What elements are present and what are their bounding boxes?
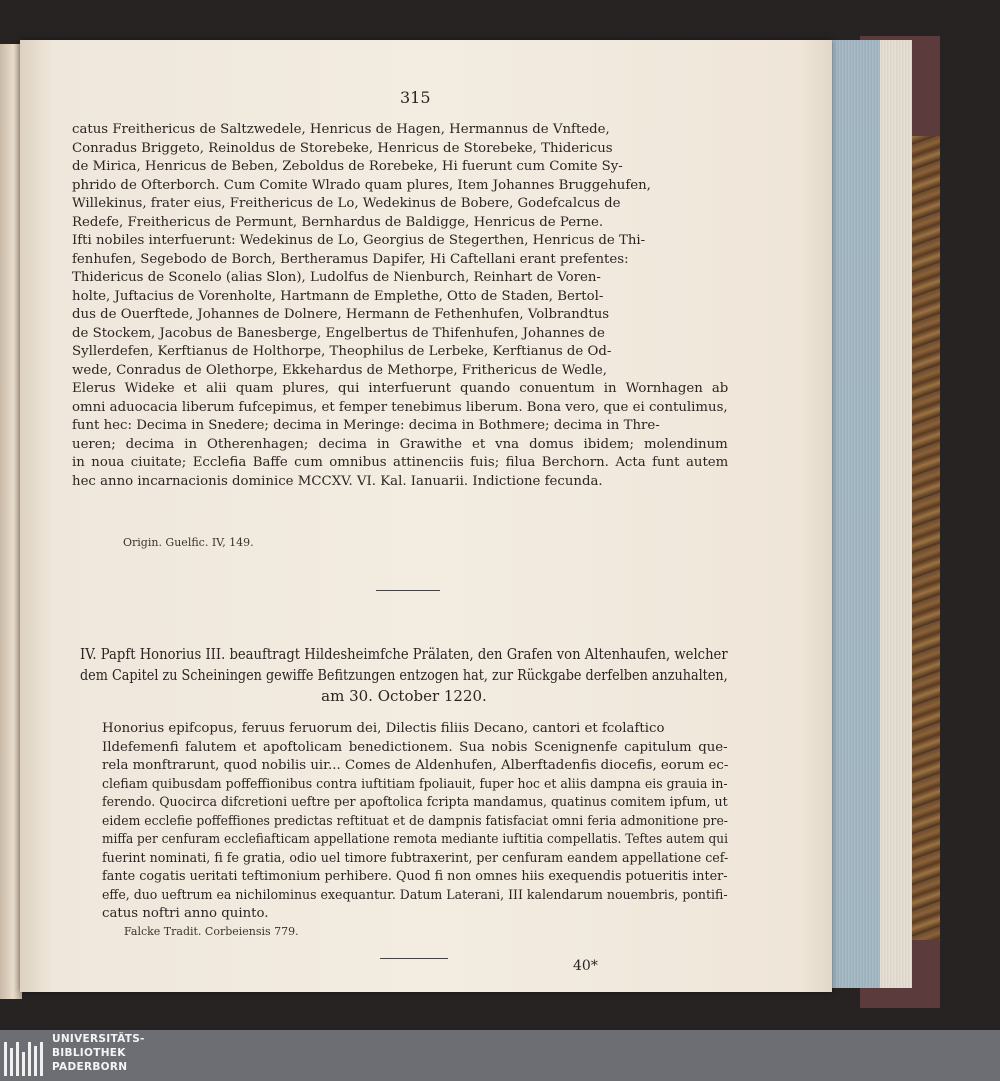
source-citation: Falcke Tradit. Corbeiensis 779.: [124, 925, 299, 938]
heading-line: IV. Papft Honorius III. beauftragt Hildesheimfche Prälaten, den Grafen von Altenhaufen, welcher: [80, 645, 728, 663]
left-page-edge: [0, 44, 22, 999]
document-heading: [80, 644, 728, 707]
source-citation: Origin. Guelfic. IV, 149.: [123, 536, 254, 549]
text-line: ferendo. Quocirca difcretioni ueftre per apoftolica fcripta mandamus, quatinus comitem ipfum, ut: [102, 795, 728, 810]
text-line: Conradus Briggeto, Reinoldus de Storebeke, Henricus de Storebeke, Thidericus: [72, 140, 613, 156]
text-line: in noua ciuitate; Ecclefia Baffe cum omnibus attinenciis fuis; filua Berchorn. Acta funt autem: [72, 455, 729, 470]
charter-text-paragraph: [72, 121, 728, 491]
papal-letter-paragraph: [102, 720, 728, 924]
signature-mark: 40*: [573, 958, 598, 974]
text-line: Redefe, Freithericus de Permunt, Bernhardus de Baldigge, Henricus de Perne.: [72, 214, 604, 230]
text-line: funt hec: Decima in Snedere; decima in Meringe: decima in Bothmere; decima in Thre-: [72, 418, 660, 433]
text-line: de Stockem, Jacobus de Banesberge, Engelbertus de Thifenhufen, Johannes de: [72, 325, 605, 341]
library-name-line-2: BIBLIOTHEK: [52, 1047, 126, 1059]
text-line: de Mirica, Henricus de Beben, Zeboldus de Rorebeke, Hi fuerunt cum Comite Sy-: [72, 159, 623, 174]
heading-date: am 30. October 1220.: [321, 687, 487, 705]
text-line: miffa per cenfuram ecclefiafticam appellatione remota mediante iuftitia compellatis. Teftes autem qui: [102, 832, 728, 847]
text-line: eidem ecclefie poffeffiones predictas reftituat et de dampnis fatisfaciat omni feria admonitione pre-: [102, 813, 728, 829]
library-name-line-3: PADERBORN: [52, 1061, 128, 1073]
text-line: Ildefemenfi falutem et apoftolicam benedictionem. Sua nobis Scenignenfe capitulum que-: [102, 739, 728, 755]
text-line: fenhufen, Segebodo de Borch, Bertheramus Dapifer, Hi Caftellani erant prefentes:: [72, 251, 629, 267]
footer-divider: [380, 958, 448, 959]
text-line: wede, Conradus de Olethorpe, Ekkehardus de Methorpe, Frithericus de Wedle,: [72, 362, 608, 378]
text-line: ueren; decima in Otherenhagen; decima in Grawithe et vna domus ibidem; molendinum: [72, 436, 728, 452]
text-line: Syllerdefen, Kerftianus de Holthorpe, Theophilus de Lerbeke, Kerftianus de Od-: [72, 344, 612, 359]
text-line: clefiam quibusdam poffeffionibus contra iuftitiam fpoliauit, fuper hoc et aliis dampna eis grauia in-: [102, 776, 728, 792]
text-line: effe, duo ueftrum ea nichilominus exequantur. Datum Laterani, III kalendarum nouembris, pontifi-: [102, 887, 728, 903]
library-logo-icon: [0, 1036, 44, 1076]
text-line: catus Freithericus de Saltzwedele, Henricus de Hagen, Hermannus de Vnftede,: [72, 122, 610, 137]
library-footer-bar: [0, 1030, 1000, 1081]
heading-line: dem Capitel zu Scheiningen gewiffe Befitzungen entzogen hat, zur Rückgabe derfelben anzuhalten,: [80, 666, 728, 684]
library-name-line-1: UNIVERSITÄTS-: [52, 1033, 145, 1045]
text-line: phrido de Ofterborch. Cum Comite Wlrado quam plures, Item Johannes Bruggehufen,: [72, 177, 651, 193]
text-line: fuerint nominati, fi fe gratia, odio uel timore fubtraxerint, per cenfuram eandem appellatione cef-: [102, 850, 729, 866]
text-line: rela monftrarunt, quod nobilis uir... Comes de Aldenhufen, Alberftadenfis diocefis, eorum ec-: [102, 758, 729, 773]
text-line: dus de Ouerftede, Johannes de Dolnere, Hermann de Fethenhufen, Volbrandtus: [72, 307, 610, 322]
text-line: fante cogatis ueritati teftimonium perhibere. Quod fi non omnes hiis exequendis potueritis inter-: [102, 869, 728, 884]
text-line: hec anno incarnacionis dominice MCCXV. VI. Kal. Ianuarii. Indictione fecunda.: [72, 473, 603, 489]
text-line: Honorius epifcopus, feruus feruorum dei, Dilectis filiis Decano, cantori et fcolaftico: [102, 721, 665, 736]
text-line: Willekinus, frater eius, Freithericus de Lo, Wedekinus de Bobere, Godefcalcus de: [72, 196, 621, 211]
text-line: Thidericus de Sconelo (alias Slon), Ludolfus de Nienburch, Reinhart de Voren-: [72, 270, 601, 285]
text-line: catus noftri anno quinto.: [102, 906, 269, 921]
book-page: [20, 40, 832, 992]
page-number: 315: [400, 88, 431, 107]
text-line: omni aduocacia liberum fufcepimus, et femper tenebimus liberum. Bona vero, que ei contulimus,: [72, 399, 728, 415]
text-line: Elerus Wideke et alii quam plures, qui interfuerunt quando conuentum in Wornhagen ab: [72, 381, 729, 396]
section-divider: [376, 590, 440, 591]
text-line: Ifti nobiles interfuerunt: Wedekinus de Lo, Georgius de Stegerthen, Henricus de Thi-: [72, 233, 646, 248]
text-line: holte, Juftacius de Vorenholte, Hartmann de Emplethe, Otto de Staden, Bertol-: [72, 288, 604, 304]
